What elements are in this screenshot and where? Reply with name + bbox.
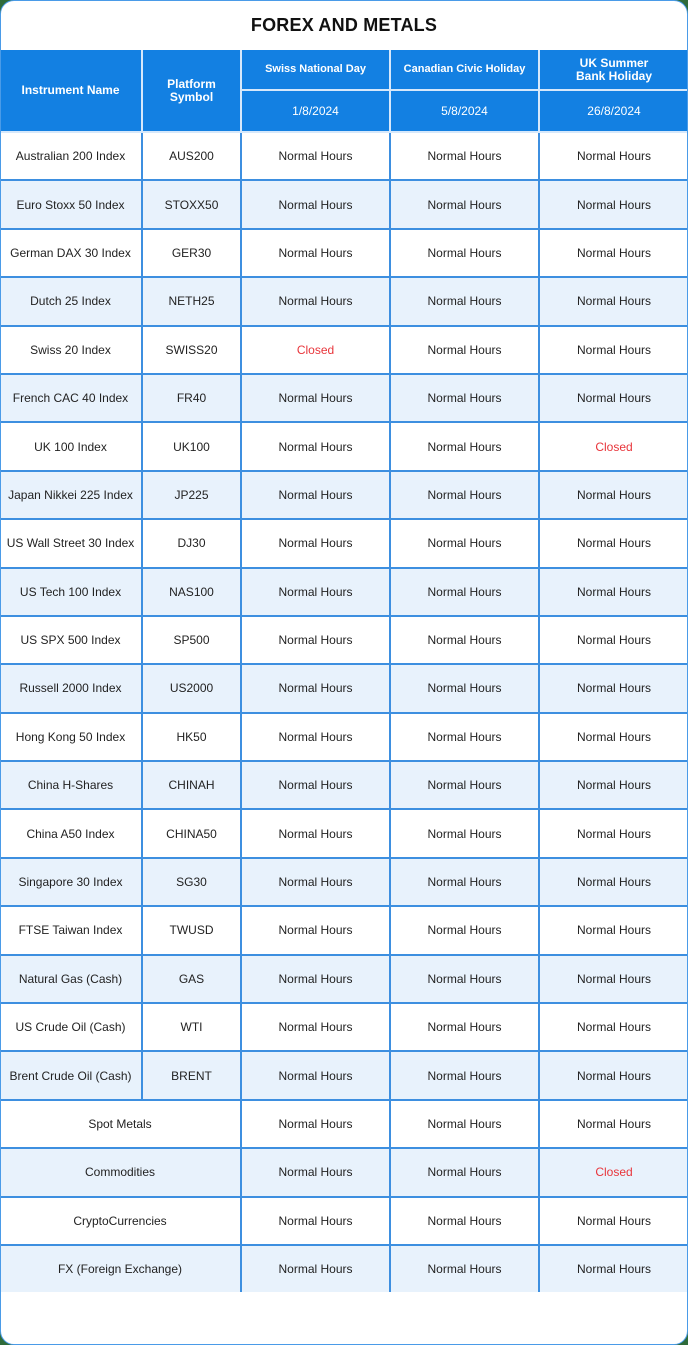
table-row [0, 277, 688, 325]
status-cell: Normal Hours [241, 1003, 390, 1051]
header-holiday-date: 26/8/2024 [539, 90, 688, 132]
status-cell: Normal Hours [241, 519, 390, 567]
instrument-group-cell: Commodities [0, 1148, 241, 1196]
status-cell: Normal Hours [539, 761, 688, 809]
status-cell: Normal Hours [241, 422, 390, 470]
instrument-name-cell: US Wall Street 30 Index [0, 519, 142, 567]
status-cell: Normal Hours [241, 1051, 390, 1099]
instrument-name-cell: Australian 200 Index [0, 132, 142, 180]
instrument-name-cell: FTSE Taiwan Index [0, 906, 142, 954]
status-cell: Normal Hours [390, 858, 539, 906]
instrument-name-cell: Dutch 25 Index [0, 277, 142, 325]
instrument-name-cell: China A50 Index [0, 809, 142, 857]
status-cell: Normal Hours [241, 1197, 390, 1245]
header-platform-symbol: Platform Symbol [142, 50, 241, 132]
status-cell: Normal Hours [241, 955, 390, 1003]
table-row [0, 132, 688, 180]
status-cell: Normal Hours [539, 326, 688, 374]
status-cell: Normal Hours [539, 1100, 688, 1148]
status-cell: Normal Hours [390, 955, 539, 1003]
instrument-name-cell: Euro Stoxx 50 Index [0, 180, 142, 228]
instrument-name-cell: US Tech 100 Index [0, 568, 142, 616]
table-row [0, 374, 688, 422]
status-cell: Normal Hours [390, 1051, 539, 1099]
platform-symbol-cell: US2000 [142, 664, 241, 712]
status-cell: Normal Hours [390, 761, 539, 809]
instrument-name-cell: Singapore 30 Index [0, 858, 142, 906]
table-body [0, 132, 688, 1292]
status-cell: Normal Hours [390, 809, 539, 857]
status-cell: Normal Hours [390, 906, 539, 954]
status-cell: Normal Hours [390, 616, 539, 664]
status-cell: Normal Hours [539, 1003, 688, 1051]
instrument-name-cell: China H-Shares [0, 761, 142, 809]
status-cell: Normal Hours [241, 568, 390, 616]
platform-symbol-cell: NAS100 [142, 568, 241, 616]
instrument-group-cell: FX (Foreign Exchange) [0, 1245, 241, 1292]
status-cell: Normal Hours [539, 568, 688, 616]
instrument-name-cell: Natural Gas (Cash) [0, 955, 142, 1003]
status-cell: Normal Hours [241, 858, 390, 906]
status-cell: Normal Hours [539, 374, 688, 422]
table-row [0, 1148, 688, 1196]
instrument-name-cell: German DAX 30 Index [0, 229, 142, 277]
header-holiday-name: UK Summer Bank Holiday [539, 50, 688, 90]
status-cell: Normal Hours [539, 616, 688, 664]
status-cell: Normal Hours [390, 180, 539, 228]
instrument-group-cell: Spot Metals [0, 1100, 241, 1148]
table-row [0, 1051, 688, 1099]
table-row [0, 568, 688, 616]
status-cell: Closed [539, 1148, 688, 1196]
status-cell: Normal Hours [539, 664, 688, 712]
header-holiday-date: 5/8/2024 [390, 90, 539, 132]
status-cell: Normal Hours [241, 713, 390, 761]
table-row [0, 1245, 688, 1292]
instrument-name-cell: Hong Kong 50 Index [0, 713, 142, 761]
status-cell: Normal Hours [241, 277, 390, 325]
status-cell: Normal Hours [241, 809, 390, 857]
status-cell: Normal Hours [241, 1148, 390, 1196]
platform-symbol-cell: UK100 [142, 422, 241, 470]
header-holiday-date: 1/8/2024 [241, 90, 390, 132]
instrument-name-cell: Brent Crude Oil (Cash) [0, 1051, 142, 1099]
page-title: FOREX AND METALS [250, 15, 438, 35]
status-cell: Normal Hours [539, 1245, 688, 1292]
table-header [0, 50, 688, 132]
status-cell: Normal Hours [241, 664, 390, 712]
status-cell: Closed [539, 422, 688, 470]
status-cell: Normal Hours [241, 471, 390, 519]
status-cell: Normal Hours [241, 229, 390, 277]
table-row [0, 519, 688, 567]
status-cell: Normal Hours [390, 1148, 539, 1196]
status-cell: Normal Hours [390, 519, 539, 567]
status-cell: Normal Hours [539, 519, 688, 567]
status-cell: Normal Hours [390, 1003, 539, 1051]
table-row [0, 1197, 688, 1245]
status-cell: Normal Hours [390, 568, 539, 616]
status-cell: Normal Hours [390, 471, 539, 519]
table-row [0, 229, 688, 277]
status-cell: Normal Hours [241, 906, 390, 954]
status-cell: Normal Hours [539, 471, 688, 519]
status-cell: Normal Hours [539, 1197, 688, 1245]
instrument-name-cell: UK 100 Index [0, 422, 142, 470]
platform-symbol-cell: JP225 [142, 471, 241, 519]
status-cell: Normal Hours [539, 809, 688, 857]
status-cell: Normal Hours [390, 664, 539, 712]
status-cell: Normal Hours [539, 229, 688, 277]
header-holiday-name: Swiss National Day [241, 50, 390, 90]
instrument-name-cell: US SPX 500 Index [0, 616, 142, 664]
instrument-name-cell: Swiss 20 Index [0, 326, 142, 374]
table-row [0, 180, 688, 228]
platform-symbol-cell: STOXX50 [142, 180, 241, 228]
instrument-name-cell: US Crude Oil (Cash) [0, 1003, 142, 1051]
instrument-name-cell: French CAC 40 Index [0, 374, 142, 422]
status-cell: Normal Hours [241, 1100, 390, 1148]
instrument-name-cell: Japan Nikkei 225 Index [0, 471, 142, 519]
instrument-name-cell: Russell 2000 Index [0, 664, 142, 712]
table-row [0, 1003, 688, 1051]
instrument-group-cell: CryptoCurrencies [0, 1197, 241, 1245]
status-cell: Normal Hours [390, 1197, 539, 1245]
status-cell: Normal Hours [390, 422, 539, 470]
status-cell: Normal Hours [539, 713, 688, 761]
status-cell: Normal Hours [241, 180, 390, 228]
platform-symbol-cell: CHINA50 [142, 809, 241, 857]
status-cell: Normal Hours [390, 132, 539, 180]
platform-symbol-cell: AUS200 [142, 132, 241, 180]
platform-symbol-cell: SP500 [142, 616, 241, 664]
header-holiday-name: Canadian Civic Holiday [390, 50, 539, 90]
table-row [0, 422, 688, 470]
platform-symbol-cell: WTI [142, 1003, 241, 1051]
status-cell: Normal Hours [390, 326, 539, 374]
status-cell: Normal Hours [241, 374, 390, 422]
status-cell: Normal Hours [390, 713, 539, 761]
status-cell: Normal Hours [539, 906, 688, 954]
status-cell: Normal Hours [241, 761, 390, 809]
status-cell: Normal Hours [390, 374, 539, 422]
status-cell: Normal Hours [539, 277, 688, 325]
table-row [0, 906, 688, 954]
status-cell: Normal Hours [539, 858, 688, 906]
status-cell: Normal Hours [241, 616, 390, 664]
header-instrument-name: Instrument Name [0, 50, 142, 132]
status-cell: Normal Hours [241, 132, 390, 180]
holiday-hours-table [0, 50, 688, 1292]
table-row [0, 326, 688, 374]
platform-symbol-cell: GER30 [142, 229, 241, 277]
platform-symbol-cell: CHINAH [142, 761, 241, 809]
platform-symbol-cell: SG30 [142, 858, 241, 906]
platform-symbol-cell: DJ30 [142, 519, 241, 567]
status-cell: Normal Hours [539, 955, 688, 1003]
status-cell: Normal Hours [390, 229, 539, 277]
table-row [0, 858, 688, 906]
platform-symbol-cell: TWUSD [142, 906, 241, 954]
status-cell: Closed [241, 326, 390, 374]
platform-symbol-cell: FR40 [142, 374, 241, 422]
platform-symbol-cell: GAS [142, 955, 241, 1003]
status-cell: Normal Hours [539, 1051, 688, 1099]
table-row [0, 1100, 688, 1148]
table-row [0, 955, 688, 1003]
table-row [0, 471, 688, 519]
status-cell: Normal Hours [241, 1245, 390, 1292]
table-row [0, 809, 688, 857]
platform-symbol-cell: SWISS20 [142, 326, 241, 374]
table-row [0, 761, 688, 809]
status-cell: Normal Hours [390, 1245, 539, 1292]
platform-symbol-cell: NETH25 [142, 277, 241, 325]
platform-symbol-cell: BRENT [142, 1051, 241, 1099]
table-row [0, 664, 688, 712]
platform-symbol-cell: HK50 [142, 713, 241, 761]
status-cell: Normal Hours [539, 132, 688, 180]
status-cell: Normal Hours [539, 180, 688, 228]
status-cell: Normal Hours [390, 1100, 539, 1148]
status-cell: Normal Hours [390, 277, 539, 325]
table-row [0, 713, 688, 761]
table-row [0, 616, 688, 664]
